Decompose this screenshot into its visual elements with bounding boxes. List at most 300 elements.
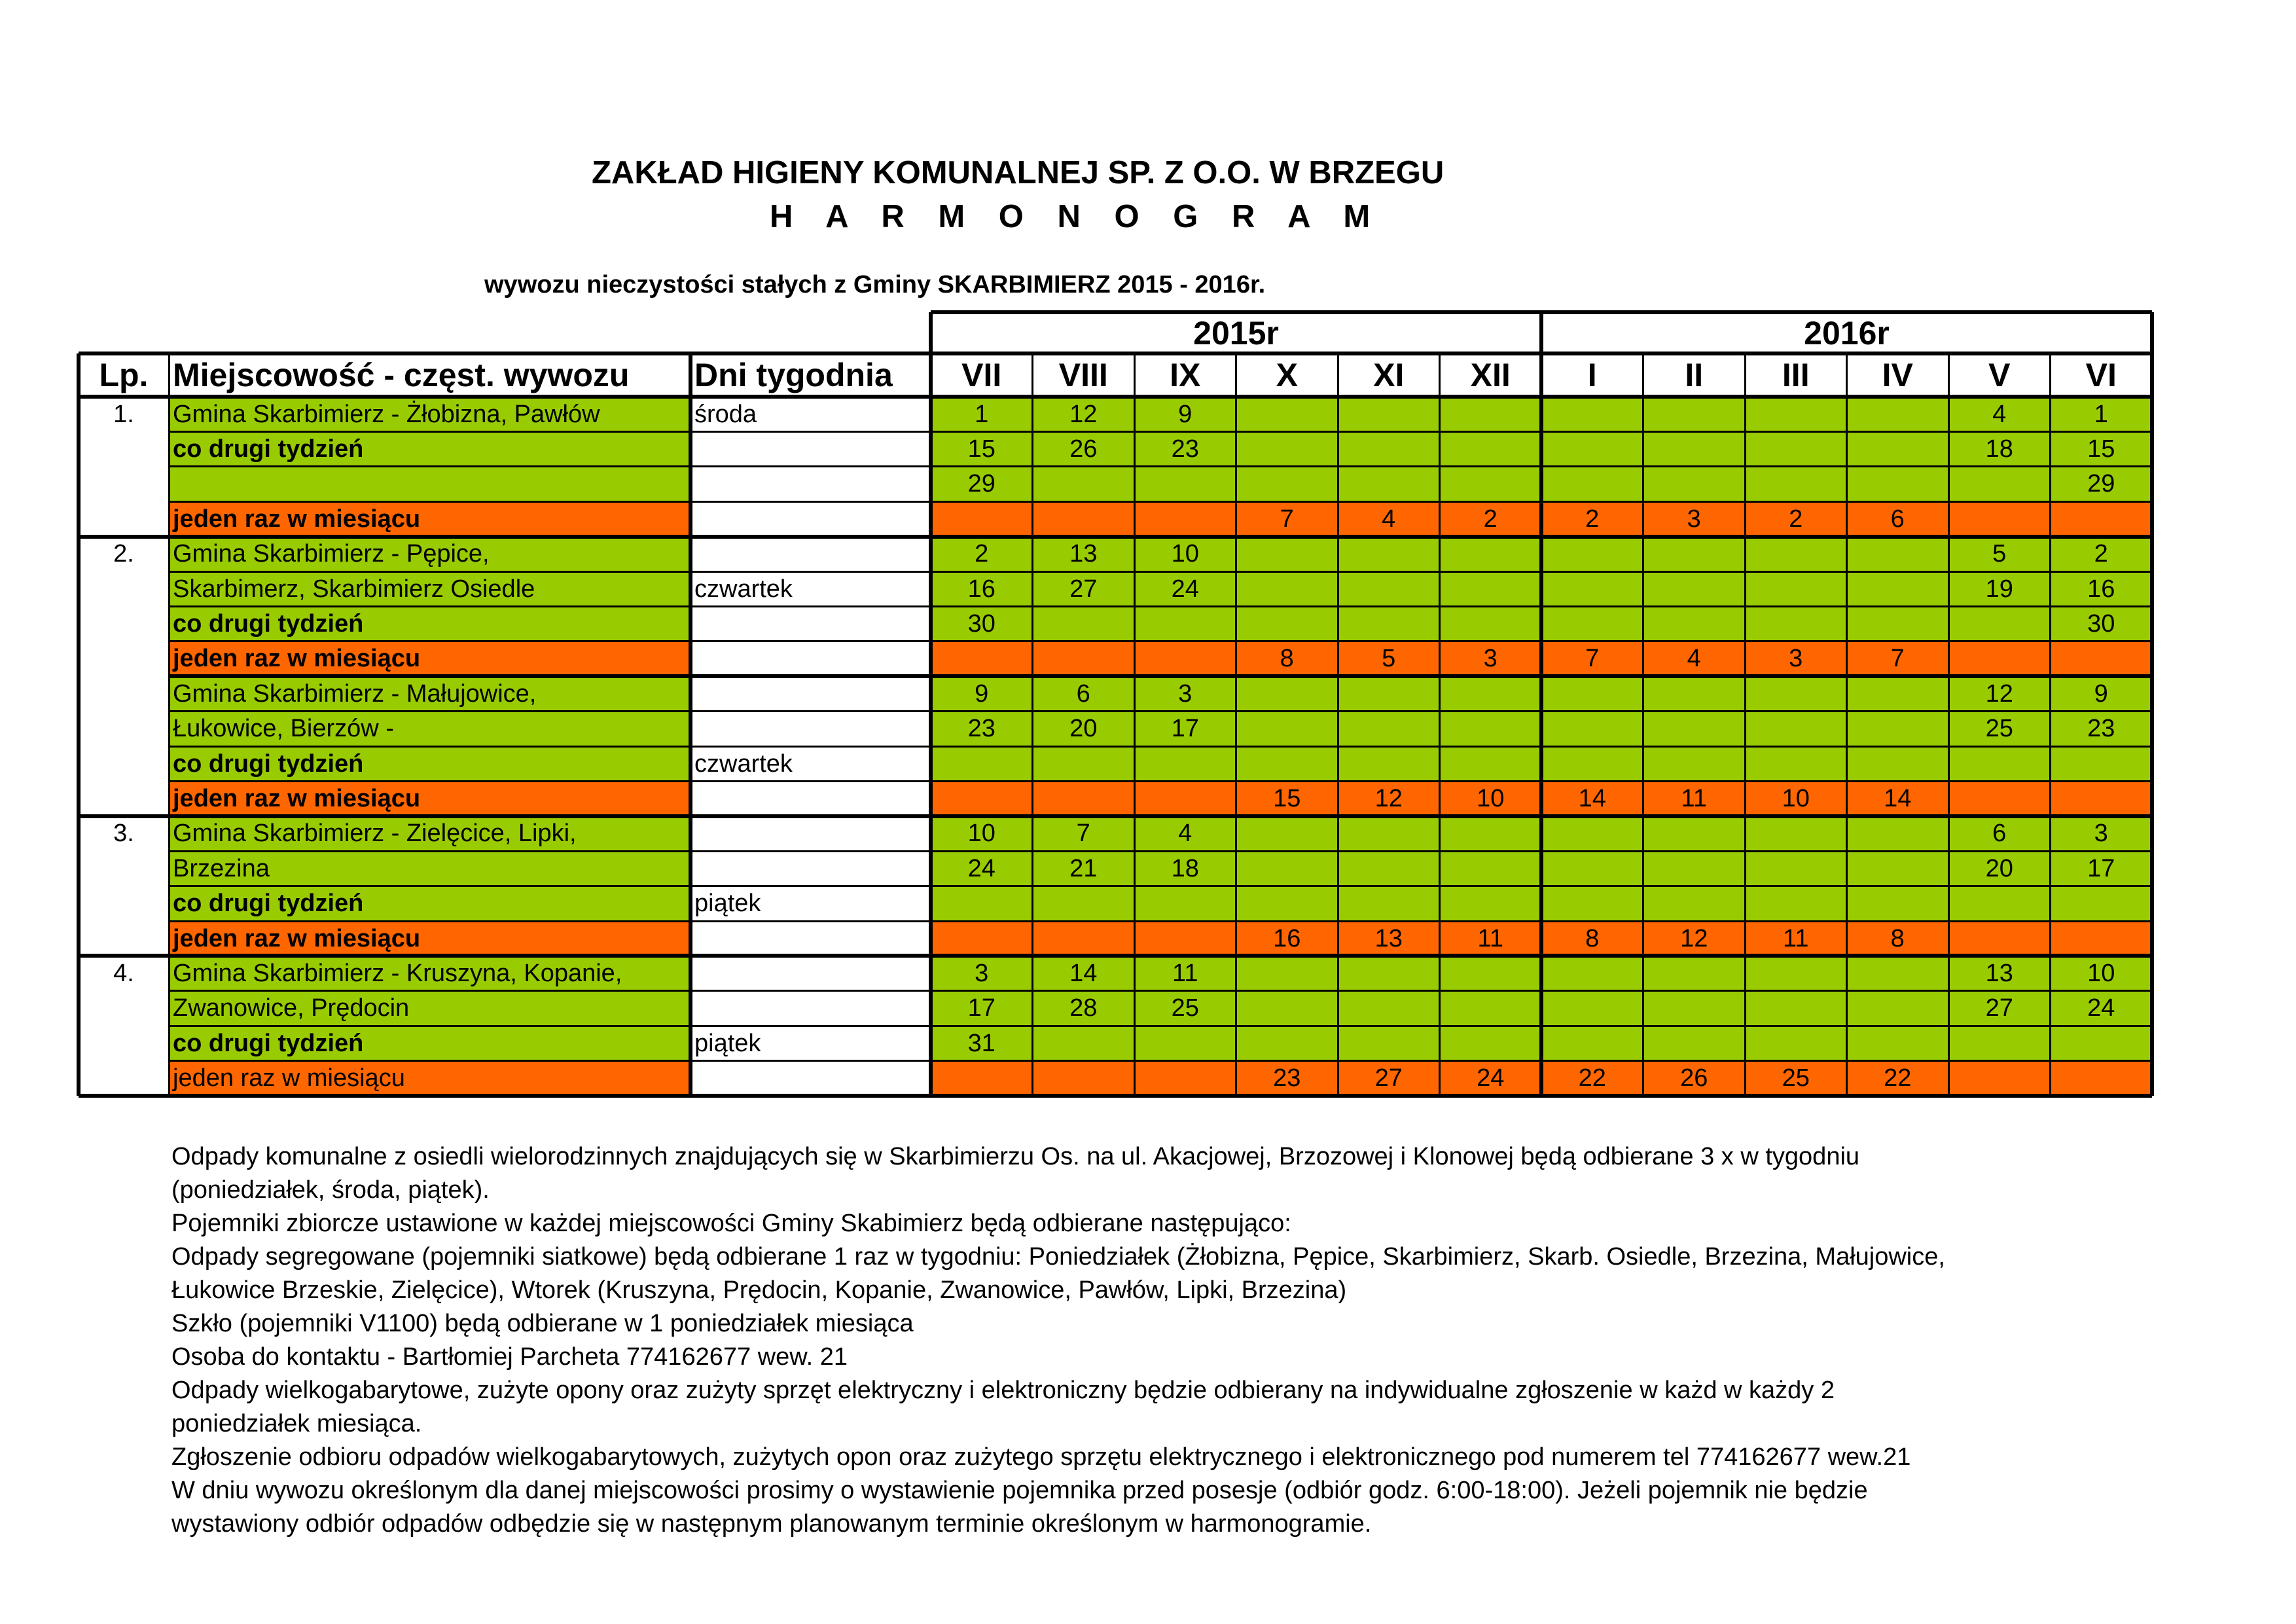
- date-cell: [1847, 537, 1949, 571]
- date-cell: [1847, 467, 1949, 501]
- date-cell: 3: [1643, 501, 1746, 536]
- date-cell: 4: [1338, 501, 1440, 536]
- grid-line: [169, 605, 2152, 607]
- date-cell: [1745, 397, 1847, 431]
- date-cell: [1033, 501, 1135, 536]
- date-cell: [1440, 712, 1542, 746]
- location-label: Brzezina: [169, 851, 691, 886]
- date-cell: 15: [1236, 781, 1338, 816]
- date-cell: [1236, 467, 1338, 501]
- date-cell: [1847, 397, 1949, 431]
- date-cell: [2051, 921, 2153, 956]
- date-cell: [1643, 886, 1746, 921]
- location-label: co drugi tydzień: [169, 746, 691, 781]
- date-cell: [1745, 467, 1847, 501]
- date-cell: [1745, 1026, 1847, 1060]
- date-cell: [1440, 606, 1542, 641]
- grid-line: [169, 571, 2152, 573]
- month-header: XII: [1470, 357, 1511, 393]
- date-cell: [931, 641, 1033, 676]
- date-cell: [1541, 746, 1643, 781]
- location-label: co drugi tydzień: [169, 886, 691, 921]
- date-cell: [931, 746, 1033, 781]
- date-cell: [1745, 956, 1847, 990]
- date-cell: 11: [1745, 921, 1847, 956]
- date-cell: 5: [1948, 537, 2051, 571]
- date-cell: [1745, 712, 1847, 746]
- date-cell: [1134, 467, 1236, 501]
- date-cell: [1643, 851, 1746, 886]
- month-header: VI: [2085, 357, 2117, 393]
- date-cell: [1948, 641, 2051, 676]
- date-cell: 1: [931, 397, 1033, 431]
- date-cell: 31: [931, 1026, 1033, 1060]
- date-cell: [1643, 397, 1746, 431]
- date-cell: [1236, 537, 1338, 571]
- date-cell: 16: [1236, 921, 1338, 956]
- frame-line: [929, 312, 933, 1096]
- date-cell: [1745, 886, 1847, 921]
- frequency-monthly-label: jeden raz w miesiącu: [169, 641, 691, 676]
- date-cell: [1541, 397, 1643, 431]
- date-cell: 13: [1338, 921, 1440, 956]
- date-cell: [1643, 571, 1746, 606]
- date-cell: [1338, 886, 1440, 921]
- date-cell: [1338, 397, 1440, 431]
- note-line: Odpady komunalne z osiedli wielorodzinnych znajdujących się w Skarbimierzu Os. na ul. Akacjowej, Brzozowej i Klonowej będą odbierane 3 x w tygodniu: [171, 1143, 1860, 1170]
- date-cell: [931, 921, 1033, 956]
- date-cell: 30: [931, 606, 1033, 641]
- date-cell: [1033, 746, 1135, 781]
- grid-line: [1235, 353, 1237, 1096]
- date-cell: [1643, 956, 1746, 990]
- date-cell: [1236, 397, 1338, 431]
- date-cell: 17: [2051, 851, 2153, 886]
- date-cell: [1643, 1026, 1746, 1060]
- date-cell: [1033, 1061, 1135, 1096]
- date-cell: 6: [1033, 676, 1135, 711]
- weekday-label: piątek: [694, 1029, 761, 1057]
- section-line: [79, 1094, 2152, 1098]
- date-cell: [1338, 571, 1440, 606]
- date-cell: 7: [1236, 501, 1338, 536]
- grid-line: [169, 501, 2152, 503]
- date-cell: [1541, 712, 1643, 746]
- date-cell: [1643, 991, 1746, 1026]
- date-cell: 3: [931, 956, 1033, 990]
- date-cell: [1440, 991, 1542, 1026]
- date-cell: [1440, 537, 1542, 571]
- month-header: IX: [1170, 357, 1201, 393]
- date-cell: 20: [1033, 712, 1135, 746]
- date-cell: [1236, 816, 1338, 851]
- header-line: [79, 352, 2152, 355]
- date-cell: 25: [1134, 991, 1236, 1026]
- date-cell: 23: [931, 712, 1033, 746]
- date-cell: 18: [1948, 431, 2051, 466]
- date-cell: [1236, 886, 1338, 921]
- date-cell: [1236, 676, 1338, 711]
- date-cell: 10: [1134, 537, 1236, 571]
- row-number: 2.: [113, 540, 134, 568]
- date-cell: 25: [1948, 712, 2051, 746]
- date-cell: [1440, 956, 1542, 990]
- date-cell: [1338, 431, 1440, 466]
- date-cell: [1134, 746, 1236, 781]
- location-header: Miejscowość - częst. wywozu: [173, 357, 630, 393]
- date-cell: [1541, 676, 1643, 711]
- date-cell: [1643, 467, 1746, 501]
- date-cell: 23: [1236, 1061, 1338, 1096]
- weekday-label: czwartek: [694, 575, 793, 603]
- date-cell: [1338, 816, 1440, 851]
- month-header: V: [1988, 357, 2011, 393]
- date-cell: 23: [2051, 712, 2153, 746]
- date-cell: 9: [1134, 397, 1236, 431]
- date-cell: 20: [1948, 851, 2051, 886]
- year-header: 2015r: [1193, 314, 1279, 352]
- date-cell: 24: [1134, 571, 1236, 606]
- date-cell: 8: [1541, 921, 1643, 956]
- date-cell: 8: [1236, 641, 1338, 676]
- date-cell: [1134, 501, 1236, 536]
- note-line: Szkło (pojemniki V1100) będą odbierane w 1 poniedziałek miesiąca: [171, 1310, 914, 1337]
- date-cell: [1236, 712, 1338, 746]
- date-cell: 4: [1643, 641, 1746, 676]
- date-cell: 11: [1440, 921, 1542, 956]
- date-cell: [1847, 1026, 1949, 1060]
- date-cell: [1847, 571, 1949, 606]
- date-cell: [1847, 431, 1949, 466]
- section-line: [169, 674, 2152, 678]
- note-line: poniedziałek miesiąca.: [171, 1410, 422, 1437]
- grid-line: [1134, 353, 1136, 1096]
- date-cell: [1948, 746, 2051, 781]
- date-cell: 10: [1745, 781, 1847, 816]
- date-cell: 7: [1847, 641, 1949, 676]
- date-cell: [1134, 781, 1236, 816]
- date-cell: 7: [1033, 816, 1135, 851]
- month-header: X: [1276, 357, 1298, 393]
- date-cell: [1440, 886, 1542, 921]
- date-cell: 17: [1134, 712, 1236, 746]
- date-cell: [1847, 676, 1949, 711]
- date-cell: [1745, 816, 1847, 851]
- month-header: I: [1587, 357, 1597, 393]
- notes-block: [171, 1140, 1945, 1541]
- date-cell: 13: [1948, 956, 2051, 990]
- date-cell: [1440, 397, 1542, 431]
- date-cell: [1541, 816, 1643, 851]
- location-label: Gmina Skarbimierz - Kruszyna, Kopanie,: [169, 956, 691, 990]
- date-cell: [1338, 956, 1440, 990]
- date-cell: [1440, 816, 1542, 851]
- grid-line: [1642, 353, 1644, 1096]
- date-cell: [1847, 991, 1949, 1026]
- weekday-label: piątek: [694, 890, 761, 918]
- month-header: II: [1685, 357, 1704, 393]
- date-cell: 6: [1948, 816, 2051, 851]
- date-cell: [1948, 467, 2051, 501]
- date-cell: [1948, 501, 2051, 536]
- date-cell: [1033, 467, 1135, 501]
- date-cell: [931, 781, 1033, 816]
- lp-header: Lp.: [99, 357, 149, 393]
- grid-line: [2049, 353, 2051, 1096]
- date-cell: 27: [1033, 571, 1135, 606]
- date-cell: 10: [2051, 956, 2153, 990]
- date-cell: [1643, 676, 1746, 711]
- date-cell: [1541, 431, 1643, 466]
- row-number: 3.: [113, 820, 134, 848]
- grid-line: [169, 431, 2152, 433]
- date-cell: [1440, 431, 1542, 466]
- date-cell: 3: [1440, 641, 1542, 676]
- date-cell: [1033, 921, 1135, 956]
- date-cell: [1338, 746, 1440, 781]
- date-cell: 2: [931, 537, 1033, 571]
- date-cell: 17: [931, 991, 1033, 1026]
- date-cell: 14: [1541, 781, 1643, 816]
- date-cell: [1440, 746, 1542, 781]
- date-cell: [1745, 431, 1847, 466]
- location-label: [169, 467, 691, 501]
- date-cell: [1541, 571, 1643, 606]
- location-label: co drugi tydzień: [169, 431, 691, 466]
- grid-line: [169, 780, 2152, 782]
- grid-line: [169, 920, 2152, 922]
- section-line: [79, 535, 2152, 539]
- section-line: [79, 395, 2152, 399]
- date-cell: [931, 1061, 1033, 1096]
- date-cell: 2: [2051, 537, 2153, 571]
- date-cell: [1236, 851, 1338, 886]
- date-cell: [1338, 467, 1440, 501]
- grid-line: [168, 353, 170, 1096]
- date-cell: [1236, 431, 1338, 466]
- date-cell: 24: [2051, 991, 2153, 1026]
- grid-line: [1031, 353, 1033, 1096]
- location-label: Gmina Skarbimierz - Żłobizna, Pawłów: [169, 397, 691, 431]
- date-cell: [1541, 886, 1643, 921]
- date-cell: [1948, 1061, 2051, 1096]
- date-cell: [1236, 571, 1338, 606]
- date-cell: 22: [1541, 1061, 1643, 1096]
- location-label: co drugi tydzień: [169, 1026, 691, 1060]
- date-cell: 26: [1033, 431, 1135, 466]
- date-cell: 19: [1948, 571, 2051, 606]
- company-name: ZAKŁAD HIGIENY KOMUNALNEJ SP. Z O.O. W BRZEGU: [592, 155, 1444, 190]
- grid-line: [1846, 353, 1848, 1096]
- frame-line: [77, 353, 81, 1096]
- date-cell: [1134, 1026, 1236, 1060]
- month-header: VIII: [1058, 357, 1108, 393]
- date-cell: [1541, 606, 1643, 641]
- date-cell: 12: [1948, 676, 2051, 711]
- date-cell: [1643, 606, 1746, 641]
- grid-line: [169, 850, 2152, 852]
- date-cell: 2: [1745, 501, 1847, 536]
- grid-line: [1539, 312, 1543, 1096]
- note-line: wystawiony odbiór odpadów odbędzie się w następnym planowanym terminie określonym w harmonogramie.: [171, 1510, 1372, 1538]
- date-cell: 29: [2051, 467, 2153, 501]
- date-cell: 25: [1745, 1061, 1847, 1096]
- date-cell: [1134, 886, 1236, 921]
- location-label: Gmina Skarbimierz - Pępice,: [169, 537, 691, 571]
- date-cell: [931, 886, 1033, 921]
- date-cell: [1745, 537, 1847, 571]
- date-cell: 23: [1134, 431, 1236, 466]
- date-cell: [1338, 712, 1440, 746]
- date-cell: [1134, 641, 1236, 676]
- date-cell: [931, 501, 1033, 536]
- date-cell: 10: [931, 816, 1033, 851]
- date-cell: [1745, 571, 1847, 606]
- date-cell: [1338, 1026, 1440, 1060]
- grid-line: [169, 465, 2152, 467]
- date-cell: 9: [931, 676, 1033, 711]
- date-cell: 9: [2051, 676, 2153, 711]
- date-cell: 15: [931, 431, 1033, 466]
- date-cell: 12: [1338, 781, 1440, 816]
- date-cell: [1847, 886, 1949, 921]
- frame-line: [689, 353, 692, 1096]
- date-cell: 6: [1847, 501, 1949, 536]
- document-title: H A R M O N O G R A M: [770, 199, 1383, 234]
- date-cell: [1440, 676, 1542, 711]
- date-cell: [1033, 641, 1135, 676]
- section-line: [79, 954, 2152, 958]
- date-cell: 24: [931, 851, 1033, 886]
- date-cell: [1338, 991, 1440, 1026]
- note-line: Osoba do kontaktu - Bartłomiej Parcheta 774162677 wew. 21: [171, 1343, 848, 1371]
- date-cell: 29: [931, 467, 1033, 501]
- date-cell: [1033, 606, 1135, 641]
- location-label: Łukowice, Bierzów -: [169, 712, 691, 746]
- date-cell: [1541, 851, 1643, 886]
- date-cell: 28: [1033, 991, 1135, 1026]
- date-cell: [1643, 712, 1746, 746]
- date-cell: [1643, 816, 1746, 851]
- weekday-label: czwartek: [694, 749, 793, 778]
- date-cell: [2051, 501, 2153, 536]
- date-cell: 16: [2051, 571, 2153, 606]
- date-cell: [1948, 1026, 2051, 1060]
- date-cell: 14: [1847, 781, 1949, 816]
- grid-line: [1744, 353, 1746, 1096]
- date-cell: [2051, 1026, 2153, 1060]
- document-subtitle: wywozu nieczystości stałych z Gminy SKARBIMIERZ 2015 - 2016r.: [484, 271, 1266, 298]
- date-cell: [1643, 746, 1746, 781]
- date-cell: [1134, 606, 1236, 641]
- grid-line: [169, 990, 2152, 992]
- date-cell: [1745, 606, 1847, 641]
- date-cell: [1033, 1026, 1135, 1060]
- date-cell: 1: [2051, 397, 2153, 431]
- date-cell: [2051, 1061, 2153, 1096]
- location-label: Gmina Skarbimierz - Małujowice,: [169, 676, 691, 711]
- date-cell: [1847, 851, 1949, 886]
- date-cell: [1440, 851, 1542, 886]
- date-cell: 27: [1948, 991, 2051, 1026]
- date-cell: 2: [1440, 501, 1542, 536]
- date-cell: 22: [1847, 1061, 1949, 1096]
- date-cell: [2051, 641, 2153, 676]
- date-cell: [1033, 886, 1135, 921]
- date-cell: [1847, 712, 1949, 746]
- month-header: III: [1782, 357, 1810, 393]
- date-cell: [1033, 781, 1135, 816]
- note-line: Odpady wielkogabarytowe, zużyte opony oraz zużyty sprzęt elektryczny i elektroniczny będzie odbierany na indywidualne zgłoszenie w każd w każdy 2: [171, 1377, 1835, 1404]
- row-number: [79, 676, 169, 711]
- date-cell: [1847, 606, 1949, 641]
- grid-line: [169, 885, 2152, 887]
- date-cell: 12: [1643, 921, 1746, 956]
- date-cell: 8: [1847, 921, 1949, 956]
- date-cell: 3: [1134, 676, 1236, 711]
- location-label: co drugi tydzień: [169, 606, 691, 641]
- days-header: Dni tygodnia: [694, 357, 893, 393]
- date-cell: [1440, 571, 1542, 606]
- date-cell: [1338, 537, 1440, 571]
- frequency-monthly-label: jeden raz w miesiącu: [169, 501, 691, 536]
- date-cell: [1847, 746, 1949, 781]
- date-cell: 5: [1338, 641, 1440, 676]
- frequency-monthly-label: jeden raz w miesiącu: [169, 1061, 691, 1096]
- date-cell: [1440, 1026, 1542, 1060]
- date-cell: [1541, 467, 1643, 501]
- note-line: (poniedziałek, środa, piątek).: [171, 1176, 490, 1204]
- row-number: 1.: [113, 400, 134, 428]
- date-cell: [1948, 921, 2051, 956]
- grid-line: [1337, 353, 1339, 1096]
- date-cell: 16: [931, 571, 1033, 606]
- date-cell: [1745, 991, 1847, 1026]
- grid-line: [169, 746, 2152, 748]
- note-line: Odpady segregowane (pojemniki siatkowe) będą odbierane 1 raz w tygodniu: Poniedziałek (Żłobizna, Pępice, Skarbimierz, Skarb. Osiedle, Brzezina, Małujowice,: [171, 1243, 1945, 1271]
- date-cell: [1745, 676, 1847, 711]
- frequency-monthly-label: jeden raz w miesiącu: [169, 921, 691, 956]
- date-cell: [1643, 537, 1746, 571]
- date-cell: [1236, 606, 1338, 641]
- date-cell: 13: [1033, 537, 1135, 571]
- date-cell: 7: [1541, 641, 1643, 676]
- date-cell: [2051, 886, 2153, 921]
- date-cell: 18: [1134, 851, 1236, 886]
- date-cell: 10: [1440, 781, 1542, 816]
- date-cell: [1847, 956, 1949, 990]
- date-cell: 27: [1338, 1061, 1440, 1096]
- date-cell: 3: [2051, 816, 2153, 851]
- month-header: XI: [1373, 357, 1405, 393]
- date-cell: [1338, 676, 1440, 711]
- date-cell: [1440, 467, 1542, 501]
- note-line: Pojemniki zbiorcze ustawione w każdej miejscowości Gminy Skabimierz będą odbierane następująco:: [171, 1210, 1291, 1237]
- date-cell: [1236, 1026, 1338, 1060]
- frame-line: [2150, 312, 2154, 1096]
- date-cell: [1236, 991, 1338, 1026]
- date-cell: [2051, 781, 2153, 816]
- date-cell: 12: [1033, 397, 1135, 431]
- section-line: [79, 814, 2152, 818]
- date-cell: [1643, 431, 1746, 466]
- date-cell: [1541, 537, 1643, 571]
- month-header: IV: [1882, 357, 1913, 393]
- date-cell: 26: [1643, 1061, 1746, 1096]
- location-label: Zwanowice, Prędocin: [169, 991, 691, 1026]
- weekday-label: środa: [694, 400, 757, 428]
- date-cell: 11: [1134, 956, 1236, 990]
